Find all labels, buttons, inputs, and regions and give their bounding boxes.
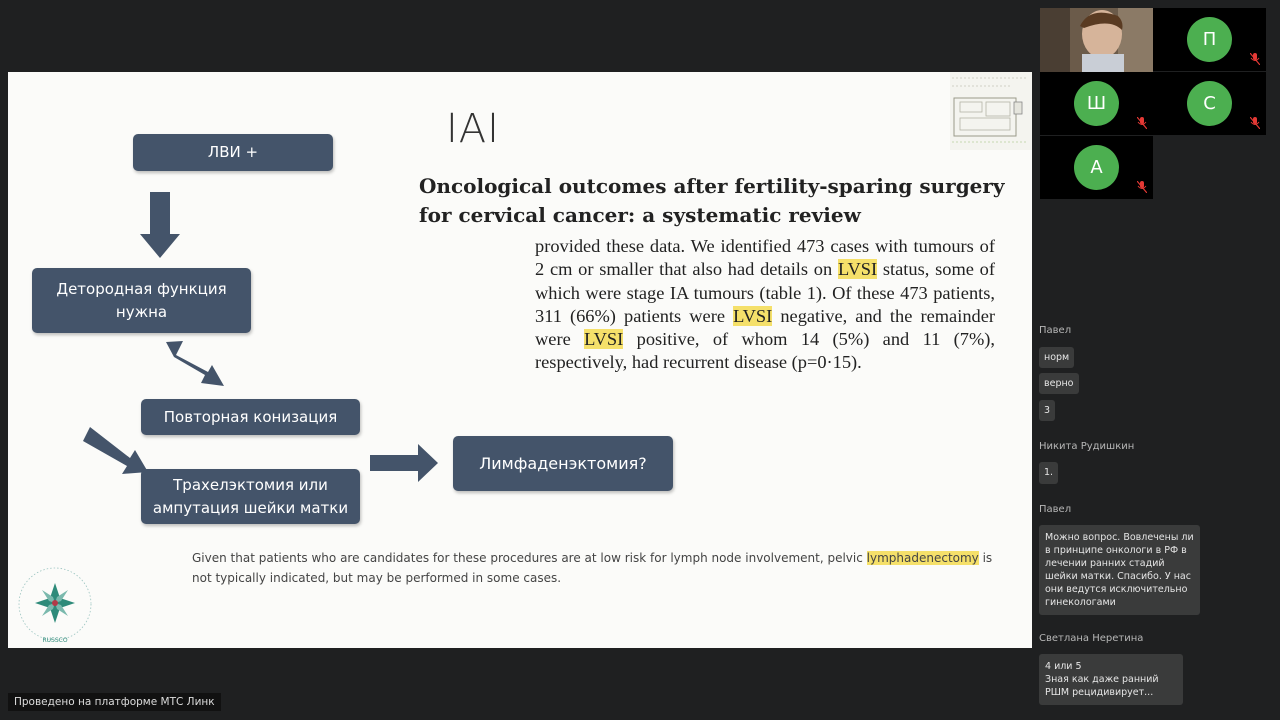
platform-footer: Проведено на платформе МТС Линк xyxy=(8,693,221,711)
participant-video-feed xyxy=(1040,8,1153,72)
chat-author: Никита Рудишкин xyxy=(1039,441,1135,452)
chat-message: 1. xyxy=(1039,462,1058,484)
flow-box-trachelectomy: Трахелэктомия или ампутация шейки матки xyxy=(141,469,360,524)
participant-tile-video[interactable] xyxy=(1040,8,1153,72)
mic-muted-icon xyxy=(1137,181,1147,193)
participant-tile[interactable] xyxy=(1153,72,1266,135)
participant-tile[interactable] xyxy=(1040,72,1153,135)
russco-logo xyxy=(12,566,98,646)
chat-message: Можно вопрос. Вовлечены ли в принципе онкологи в РФ в лечении ранних стадий шейки матки. Спасибо. У нас они ведутся исключительно гинекологами xyxy=(1039,525,1200,615)
arrow-right xyxy=(370,444,438,482)
mic-muted-icon xyxy=(1250,117,1260,129)
participant-avatar: Ш xyxy=(1074,81,1119,126)
evidence-level: IAI xyxy=(446,106,500,152)
guideline-note: Given that patients who are candidates for these procedures are at low risk for lymph node involvement, pelvic lymphadenectomy is not typically indicated, but may be performed in some cases. xyxy=(192,551,993,585)
flow-box-reconization: Повторная конизация xyxy=(141,399,360,435)
highlight-lymphadenectomy: lymphadenectomy xyxy=(866,551,979,565)
arrow-down xyxy=(140,192,180,258)
flow-box-fertility: Детородная функция нужна xyxy=(32,268,251,333)
mic-muted-icon xyxy=(1137,117,1147,129)
participant-tile[interactable] xyxy=(1040,136,1153,199)
participant-avatar: А xyxy=(1074,145,1119,190)
paper-title: Oncological outcomes after fertility-sparing surgery for cervical cancer: a systematic review xyxy=(419,174,1005,227)
svg-text:RUSSCO: RUSSCO xyxy=(42,637,68,644)
participant-avatar: П xyxy=(1187,17,1232,62)
chat-message: верно xyxy=(1039,373,1079,394)
chat-author: Павел xyxy=(1039,504,1072,515)
arrow-diagonal-2 xyxy=(83,427,148,474)
flow-box-lymphadenectomy: Лимфаденэктомия? xyxy=(453,436,673,491)
slide-thumbnail-image xyxy=(950,72,1032,150)
arrow-diagonal-1 xyxy=(166,341,224,386)
chat-author: Светлана Неретина xyxy=(1039,633,1144,644)
highlight-lvsi: LVSI xyxy=(584,329,624,350)
chat-message: норм xyxy=(1039,347,1074,368)
participant-avatar: С xyxy=(1187,81,1232,126)
paper-excerpt: provided these data. We identified 473 cases with tumours of 2 cm or smaller that also had details on LVSI status, some of which were stage IA tumours (table 1). Of these 473 patients, 311 (66%) patients were LVSI negative, and the remainder were LVSI positive, of whom 14 (5%) and 11 (7%), respectively, had recurrent disease (p=0·15). xyxy=(535,236,995,373)
chat-message: 4 или 5 Зная как даже ранний РШМ рецидивирует... xyxy=(1039,654,1183,705)
highlight-lvsi: LVSI xyxy=(837,259,878,280)
chat-author: Павел xyxy=(1039,325,1072,336)
participant-tile[interactable] xyxy=(1153,8,1266,71)
chat-message: 3 xyxy=(1039,400,1055,421)
mic-muted-icon xyxy=(1250,53,1260,65)
presentation-slide xyxy=(8,72,1032,648)
highlight-lvsi: LVSI xyxy=(733,305,773,326)
flow-box-lvi: ЛВИ + xyxy=(133,134,333,171)
